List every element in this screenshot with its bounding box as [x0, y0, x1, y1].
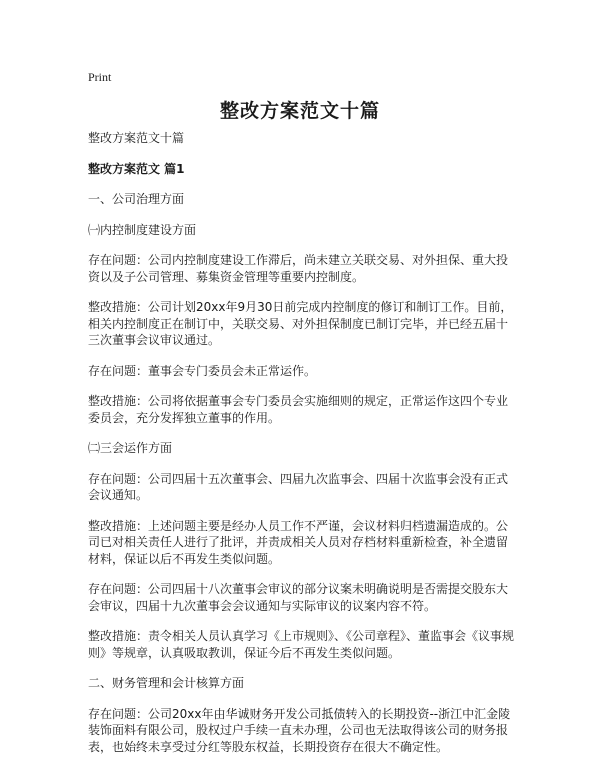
paragraph-5: 存在问题：公司四届十五次董事会、四届九次监事会、四届十次监事会没有正式会议通知。	[88, 471, 509, 502]
subsection-heading-1: ㈠内控制度建设方面	[88, 222, 197, 237]
paragraph-1: 存在问题：公司内控制度建设工作滞后，尚未建立关联交易、对外担保、重大投资以及子公司管理、募集资金管理等重要内控制度。	[88, 253, 509, 284]
paragraph-2: 整改措施：公司计划20xx年9月30日前完成内控制度的修订和制订工作。目前，相关内控制度正在制订中，关联交易、对外担保制度已制订完毕，并已经五届十三次董事会议审议通过。	[88, 300, 513, 347]
section-heading-1: 一、公司治理方面	[88, 192, 185, 206]
section-heading-2: 二、财务管理和会计核算方面	[88, 676, 245, 690]
paragraph-6: 整改措施：上述问题主要是经办人员工作不严谨，会议材料归档遗漏造成的。公司已对相关责任人进行了批评，并责成相关人员对存档材料重新检查，补全遗留材料，保证以后不再发生类似问题。	[88, 518, 509, 566]
paragraph-9: 存在问题：公司20xx年由华诚财务开发公司抵债转入的长期投资--浙江中汇金陵装饰面料有限公司，股权过户手续一直未办理，公司也无法取得该公司的财务报表，也始终未享受过分红等股东权益，长期投资存在很大不确定性。	[88, 706, 511, 754]
subsection-heading-2: ㈡三会运作方面	[88, 441, 173, 455]
paragraph-4: 整改措施：公司将依据董事会专门委员会实施细则的规定，正常运作这四个专业委员会，充分发挥独立董事的作用。	[88, 394, 509, 425]
print-label: Print	[88, 70, 112, 84]
document-subtitle: 整改方案范文十篇	[88, 131, 185, 145]
article-heading: 整改方案范文 篇1	[88, 161, 185, 176]
page-title: 整改方案范文十篇	[219, 100, 380, 122]
paragraph-3: 存在问题：董事会专门委员会未正常运作。	[88, 363, 317, 378]
paragraph-7: 存在问题：公司四届十八次董事会审议的部分议案未明确说明是否需提交股东大会审议，四届十九次董事会会议通知与实际审议的议案内容不符。	[88, 582, 509, 613]
document-body	[88, 130, 516, 769]
paragraph-8: 整改措施：责令相关人员认真学习《上市规则》、《公司章程》、董监事会《议事规则》等规章，认真吸取教训，保证今后不再发生类似问题。	[88, 629, 515, 660]
